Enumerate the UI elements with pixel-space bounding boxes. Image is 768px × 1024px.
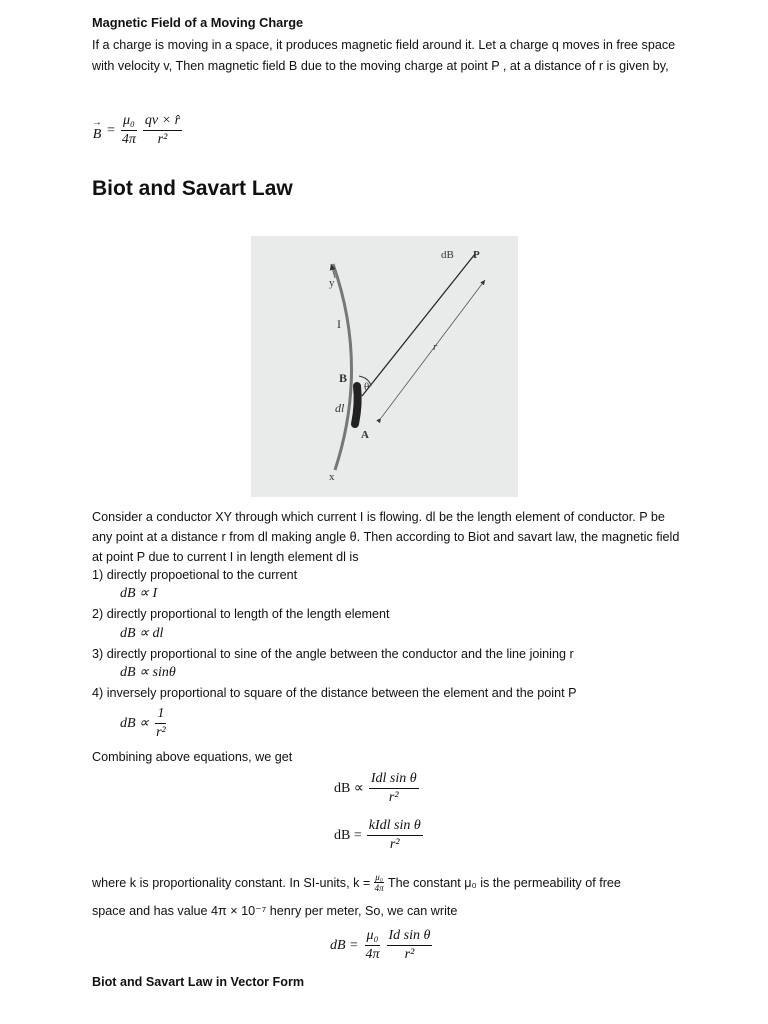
intro-paragraph: If a charge is moving in a space, it produces magnetic field around it. Let a charge q moves in free space with velocity v, Then magnetic field B due to the moving charge at point P , at a distance of r is given by, (92, 38, 676, 73)
label-dB: dB (441, 249, 454, 261)
where-frac-num: μ₀ (375, 872, 383, 882)
vector-form-heading: Biot and Savart Law in Vector Form (92, 975, 305, 989)
eq7-den: r² (404, 947, 415, 962)
where-text-a: where k is proportionality constant. In SI-units, k = (92, 875, 371, 890)
eq6-lhs: dB = (334, 827, 362, 843)
label-dl: dl (335, 401, 345, 415)
equation-5 (334, 770, 419, 807)
label-x: x (329, 471, 335, 483)
where-line (92, 872, 621, 893)
r-line (362, 254, 475, 396)
eq5-den: r² (388, 790, 399, 805)
label-y: y (329, 277, 335, 289)
formula-expr-num: qv × r̂ (143, 112, 182, 131)
eq6-den: r² (389, 837, 400, 852)
label-I: I (337, 317, 341, 331)
formula-lhs: B (92, 126, 102, 142)
eq7-num: Id sin θ (387, 927, 433, 946)
description-paragraph: Consider a conductor XY through which current I is flowing. dl be the length element of conductor. P be any point at a distance r from dl making angle θ. Then according to Biot and savart law, the magnetic field at point P due to current I in length element dl is (92, 510, 680, 564)
eq5-lhs: dB ∝ (334, 781, 364, 796)
label-r: r (433, 341, 438, 353)
section-title: Magnetic Field of a Moving Charge (92, 15, 304, 30)
eq4-num: 1 (155, 705, 166, 724)
list-item-3: 3) directly proportional to sine of the angle between the conductor and the line joining r (92, 647, 574, 661)
equation-7 (330, 927, 432, 964)
eq5-num: Idl sin θ (369, 770, 419, 789)
equation-4 (120, 705, 168, 742)
equation-3: dB ∝ sinθ (120, 665, 176, 680)
space-value-line: space and has value 4π × 10⁻⁷ henry per meter, So, we can write (92, 904, 458, 918)
formula-coef-den: 4π (121, 132, 136, 147)
conductor-wire (333, 264, 352, 470)
length-element (355, 386, 358, 424)
formula-equals: = (107, 122, 115, 138)
label-B: B (339, 371, 348, 385)
list-item-1: 1) directly propoetional to the current (92, 568, 298, 582)
eq4-lhs: dB ∝ (120, 716, 150, 731)
eq4-den: r² (156, 725, 166, 740)
eq7-lhs: dB = (330, 937, 359, 953)
where-text-b: The constant μ₀ is the permeability of free (387, 875, 621, 890)
biot-savart-figure (251, 236, 518, 497)
label-A: A (361, 429, 369, 441)
formula-expr-den: r² (157, 132, 168, 147)
list-item-2: 2) directly proportional to length of the length element (92, 607, 390, 621)
eq7-coef-num: μ₀ (365, 927, 381, 946)
equation-2: dB ∝ dl (120, 626, 164, 641)
eq6-num: kIdl sin θ (367, 817, 423, 836)
equation-6 (334, 817, 423, 854)
equation-1: dB ∝ I (120, 586, 158, 601)
list-item-4: 4) inversely proportional to square of the distance between the element and the point P (92, 686, 577, 700)
formula-coef-num: μ₀ (121, 112, 137, 131)
moving-charge-formula: → B = $\frac{\text{μ₀}}{4\pi}$ $\frac{qv \times r̂}{\text{r²}}$ (92, 113, 181, 147)
main-title: Biot and Savart Law (92, 177, 293, 200)
label-theta: θ (364, 381, 370, 393)
biot-savart-diagram (251, 236, 518, 497)
eq7-coef-den: 4π (365, 947, 380, 962)
label-P: P (473, 249, 480, 261)
combining-text: Combining above equations, we get (92, 750, 293, 764)
where-frac-den: 4π (374, 883, 384, 893)
